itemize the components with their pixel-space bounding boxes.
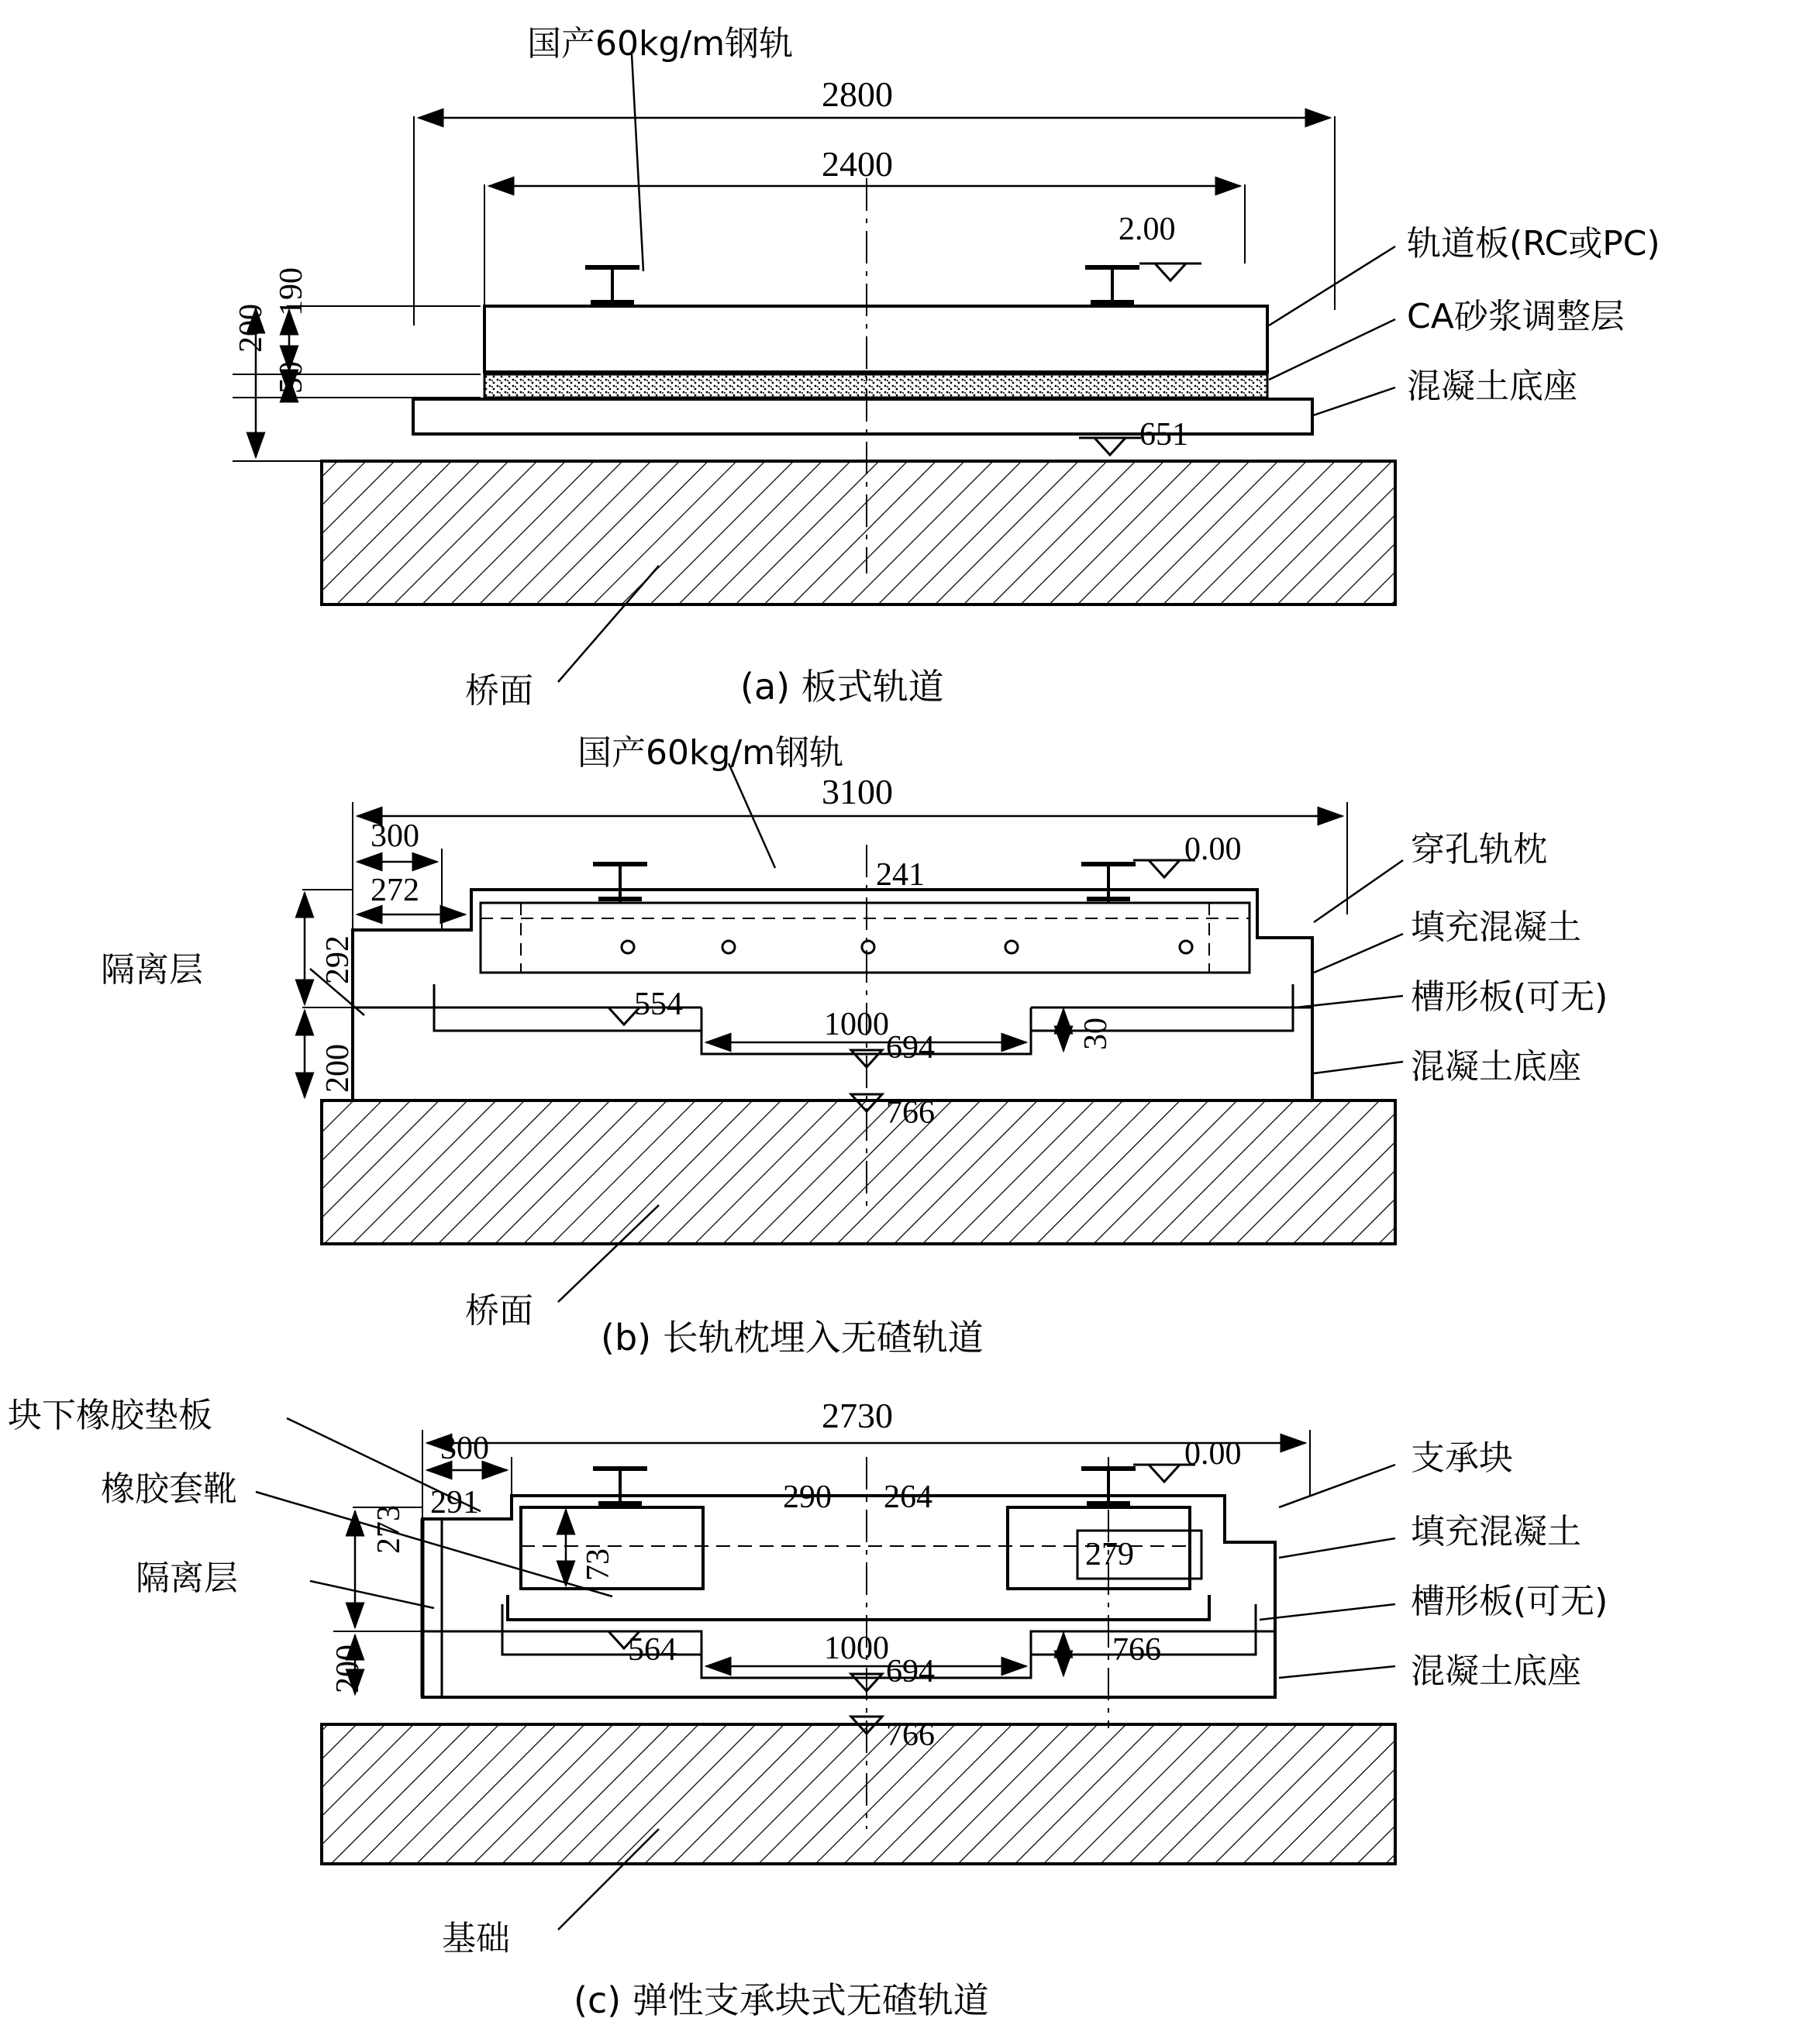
legend-c-0: 支承块 [1411, 1438, 1513, 1478]
label-isolation-c: 隔离层 [136, 1558, 238, 1598]
legend-a-2: 混凝土底座 [1407, 367, 1577, 406]
foundation-label-c: 基础 [442, 1919, 510, 1958]
dim-73-c: 73 [581, 1548, 616, 1581]
dim-200-b: 200 [320, 1044, 356, 1093]
elev-694-b: 694 [886, 1030, 935, 1066]
dim-300-b: 300 [371, 818, 419, 854]
dim-3100-b: 3100 [822, 772, 893, 811]
dim-300-c: 300 [440, 1431, 489, 1466]
dim-200-a: 200 [233, 304, 269, 353]
elev-766-right-c: 766 [1112, 1632, 1161, 1668]
dim-1000-c: 1000 [824, 1631, 889, 1666]
elev-766-mid-c: 766 [886, 1717, 935, 1753]
dim-241-b: 241 [876, 857, 925, 893]
label-boot-c: 橡胶套靴 [101, 1469, 237, 1509]
bridge-label-b: 桥面 [465, 1291, 533, 1331]
dim-273-c: 273 [371, 1505, 407, 1554]
legend-c-1: 填充混凝土 [1411, 1512, 1581, 1552]
dim-264-c: 264 [884, 1479, 932, 1515]
elev-200-a: 2.00 [1119, 212, 1176, 247]
legend-b-0: 穿孔轨枕 [1411, 830, 1547, 870]
legend-b-3: 混凝土底座 [1411, 1047, 1581, 1087]
legend-b-2: 槽形板(可无) [1411, 977, 1608, 1017]
rail-label-b: 国产60kg/m钢轨 [577, 733, 844, 773]
elev-694-c: 694 [886, 1654, 935, 1689]
dim-1000-b: 1000 [824, 1007, 889, 1042]
dim-190-a: 190 [274, 267, 309, 316]
elev-651-a: 651 [1139, 417, 1188, 453]
dim-2400-a: 2400 [822, 144, 893, 184]
elev-000-c: 0.00 [1184, 1436, 1242, 1472]
dim-50-a: 50 [274, 361, 309, 394]
elev-554-b: 554 [634, 987, 683, 1022]
caption-b: (b) 长轨枕埋入无碴轨道 [601, 1317, 984, 1359]
legend-a-1: CA砂浆调整层 [1407, 297, 1625, 336]
legend-b-1: 填充混凝土 [1411, 908, 1581, 947]
elev-564-c: 564 [628, 1632, 677, 1668]
legend-c-2: 槽形板(可无) [1411, 1582, 1608, 1621]
caption-c: (c) 弹性支承块式无碴轨道 [574, 1979, 989, 2021]
dim-2730-c: 2730 [822, 1396, 893, 1435]
legend-c-3: 混凝土底座 [1411, 1651, 1581, 1691]
dim-200-c: 200 [330, 1645, 366, 1693]
rail-label-a: 国产60kg/m钢轨 [527, 24, 794, 64]
dim-272-b: 272 [371, 873, 419, 908]
caption-a: (a) 板式轨道 [740, 666, 944, 708]
elev-766-b: 766 [886, 1095, 935, 1131]
dim-279-c: 279 [1085, 1537, 1134, 1572]
dim-292-b: 292 [320, 935, 356, 984]
dim-30-b: 30 [1078, 1018, 1114, 1050]
bridge-label-a: 桥面 [465, 671, 533, 711]
dim-2800-a: 2800 [822, 74, 893, 114]
label-isolation-b: 隔离层 [101, 950, 203, 990]
legend-a-0: 轨道板(RC或PC) [1407, 224, 1660, 263]
elev-000-b: 0.00 [1184, 832, 1242, 867]
dim-290-c: 290 [783, 1479, 832, 1515]
label-pad-c: 块下橡胶垫板 [8, 1396, 212, 1435]
dim-291-c: 291 [430, 1485, 479, 1521]
